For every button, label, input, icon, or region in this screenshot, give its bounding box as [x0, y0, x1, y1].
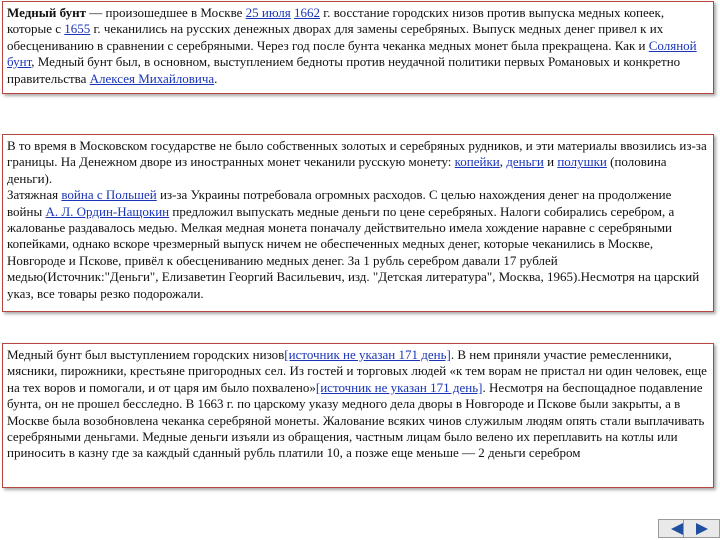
- triangle-right-icon: [696, 523, 708, 535]
- next-slide-button[interactable]: [683, 519, 720, 538]
- text: В то время в Московском государстве не было собственных золотых и серебряных рудников, и эти материалы ввозились из-за границы. На Денежном дворе из иностранных монет чеканили русскую монету:: [7, 138, 707, 170]
- text: .: [214, 70, 218, 86]
- link-ordin-nashchokin[interactable]: А. Л. Ордин-Нащокин: [45, 203, 170, 219]
- text: . Несмотря на беспощадное подавление бунта, он не прошел бесследно. В 1663 г. по царскому указу медного дела дворы в Новгороде и Пскове были закрыты, а в Москве была возобновлена чеканка серебряной монеты. Жалование всяких чинов служилым людям опять стали выплачивать серебряными деньгами. Медные деньги изъяли из обращения, частным лицам было велено их переплавить на котлы или приносить в казну где за каждый сданный рубль платили 10, а позже еще меньше — 2 деньги серебром: [7, 379, 705, 461]
- paragraph-block-1: [2, 1, 714, 94]
- text: г. восстание городских низов против выпуска медных копеек, которые с: [7, 5, 665, 37]
- text: — произошедшее в Москве: [86, 5, 246, 20]
- link-war-with-poland[interactable]: война с Польшей: [61, 187, 157, 203]
- link-date[interactable]: 25 июля: [245, 5, 291, 20]
- link-year-1662[interactable]: 1662: [293, 5, 320, 20]
- text: г. чеканились на русских денежных дворах для замены серебряных. Выпуск медных денег привел к их обесцениванию в сравнении с серебряными. Через год после бунта чеканка медных монет была прекращена. Как и: [7, 21, 664, 53]
- link-polushki[interactable]: полушки: [557, 154, 607, 170]
- link-dengi[interactable]: деньги: [506, 154, 544, 170]
- link-year-1655[interactable]: 1655: [64, 21, 91, 37]
- link-citation-needed[interactable]: [источник не указан 171 день]: [315, 379, 483, 395]
- term-copper-riot: Медный бунт: [7, 5, 87, 20]
- text: ,: [499, 154, 507, 170]
- text: . В нем приняли участие ремесленники, мясники, пирожники, крестьяне пригородных сел. Из гостей и торговых людей «к тем ворам не пристал ни один человек, еще на тех воров и помогали, и от царя им было похвалено»: [7, 347, 707, 395]
- text: , Медный бунт был, в основном, выступлением бедноты против неудачной политики первых Романовых и конкретно правительства: [7, 54, 681, 86]
- triangle-left-icon: [671, 523, 683, 535]
- paragraph-block-2: [2, 134, 714, 312]
- link-kopeyki[interactable]: копейки: [454, 154, 500, 170]
- link-alexey-mikhailovich[interactable]: Алексея Михайловича: [89, 70, 215, 86]
- text: (половина деньги).: [7, 154, 667, 186]
- link-citation-needed[interactable]: [источник не указан 171 день]: [284, 347, 451, 362]
- text: и: [543, 154, 558, 170]
- text: Затяжная: [7, 187, 62, 203]
- text: Медный бунт был выступлением городских низов: [7, 347, 285, 362]
- link-salt-riot[interactable]: Соляной бунт: [7, 37, 697, 70]
- text: из-за Украины потребовала огромных расходов. С целью нахождения денег на продолжение войны: [7, 187, 672, 219]
- text: предложил выпускать медные деньги по цене серебряных. Налоги собирались серебром, а жалованье раздавалось медью. Мелкая медная монета поначалу действительно имела хождение наравне с серебряными копейками, однако вскоре чрезмерный выпуск ничем не обеспеченных медных денег, которые чеканились в Москве, Новгороде и Пскове, привёл к обесцениванию медных денег. За 1 рубль серебром давали 17 рублей медью(Источник:"Деньги", Елизаветин Георгий Васильевич, изд. "Детская литература", Москва, 1965).Несмотря на царский указ, все товары резко подорожали.: [7, 203, 700, 301]
- paragraph-block-3: [2, 343, 714, 488]
